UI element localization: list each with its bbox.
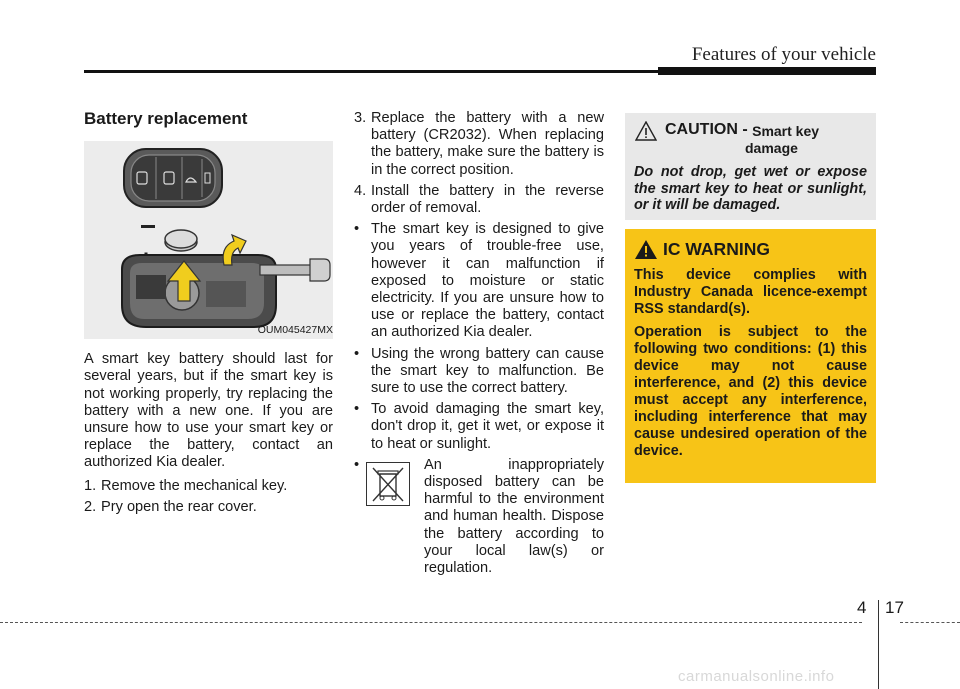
caution-subject: Smart key — [752, 123, 820, 139]
step-item — [354, 183, 604, 217]
disposal-text: An inappropriately disposed battery can be harmful to the environment and human health. Dispose the battery according to your local law(s) or regulation. — [424, 456, 604, 577]
step-text: Install the battery in the reverse order of removal. — [371, 182, 604, 217]
open-key-housing — [122, 255, 276, 327]
column-left — [84, 110, 333, 520]
header-rule-accent — [658, 67, 876, 75]
step-text: Pry open the rear cover. — [101, 498, 257, 515]
section-heading: Battery replacement — [84, 109, 248, 128]
bullet-mark: • — [354, 401, 360, 418]
bullet-item — [354, 346, 604, 398]
watermark: carmanualsonline.info — [678, 668, 835, 685]
step-number: 1. — [84, 477, 97, 494]
step-number: 2. — [84, 498, 97, 515]
disposal-bullet — [354, 457, 604, 577]
bullet-mark: • — [354, 456, 360, 473]
step-item — [84, 478, 333, 495]
bullet-mark: • — [354, 345, 360, 362]
step-number: 4. — [354, 182, 367, 199]
bullet-text: To avoid damaging the smart key, don't drop it, get it wet, or expose it to heat or sunlight. — [371, 401, 604, 452]
caution-label: CAUTION - — [665, 121, 748, 138]
warning-paragraph-2: Operation is subject to the following two conditions: (1) this device may not cause interference, and (2) this device must accept any interference, including interference that may cause undesired operation of the device. — [634, 324, 867, 459]
smart-key-battery-figure — [84, 141, 333, 339]
step-text: Remove the mechanical key. — [101, 477, 288, 494]
chapter-number: 4 — [857, 598, 867, 617]
smart-key-illustration — [84, 141, 333, 339]
minus-sign — [141, 225, 155, 228]
caution-subject-continued: damage — [745, 140, 798, 156]
footer-rule-right — [900, 622, 960, 623]
intro-paragraph: A smart key battery should last for several years, but if the smart key is not working properly, try replacing the battery with a new one. If you are unsure how to use your smart key or replace the battery, contact an authorized Kia dealer. — [84, 351, 333, 471]
bullet-mark: • — [354, 221, 360, 238]
step-item — [354, 110, 604, 179]
smart-key-fob — [124, 149, 222, 207]
bullet-item — [354, 401, 604, 453]
column-middle — [354, 110, 604, 577]
header-title: Features of your vehicle — [691, 44, 876, 65]
caution-body: Do not drop, get wet or expose the smart key to heat or sunlight, or it will be damaged. — [634, 164, 867, 214]
warning-triangle-icon — [635, 121, 657, 141]
ic-warning-box — [625, 229, 876, 483]
footer-rule — [0, 622, 862, 623]
bullet-text: The smart key is designed to give you years of trouble-free use, however it can malfunction if exposed to moisture or static electricity. If you are unsure how to use or replace the battery, contact an authorized Kia dealer. — [371, 221, 604, 341]
footer-divider — [878, 600, 879, 689]
warning-triangle-icon — [634, 239, 658, 260]
figure-code: OUM045427MX — [257, 324, 333, 336]
warning-title: IC WARNING — [663, 239, 770, 259]
step-text: Replace the battery with a new battery (CR2032). When replacing the battery, make sure the battery is in the correct position. — [371, 110, 604, 178]
step-number: 3. — [354, 110, 367, 126]
page-number: 17 — [885, 598, 904, 617]
step-item — [84, 499, 333, 516]
warning-paragraph-1: This device complies with Industry Canada licence-exempt RSS standard(s). — [634, 267, 867, 317]
bullet-text: Using the wrong battery can cause the smart key to malfunction. Be sure to use the correct battery. — [371, 345, 604, 397]
crossed-bin-icon — [366, 462, 410, 506]
bullet-item — [354, 221, 604, 341]
caution-box — [625, 113, 876, 220]
